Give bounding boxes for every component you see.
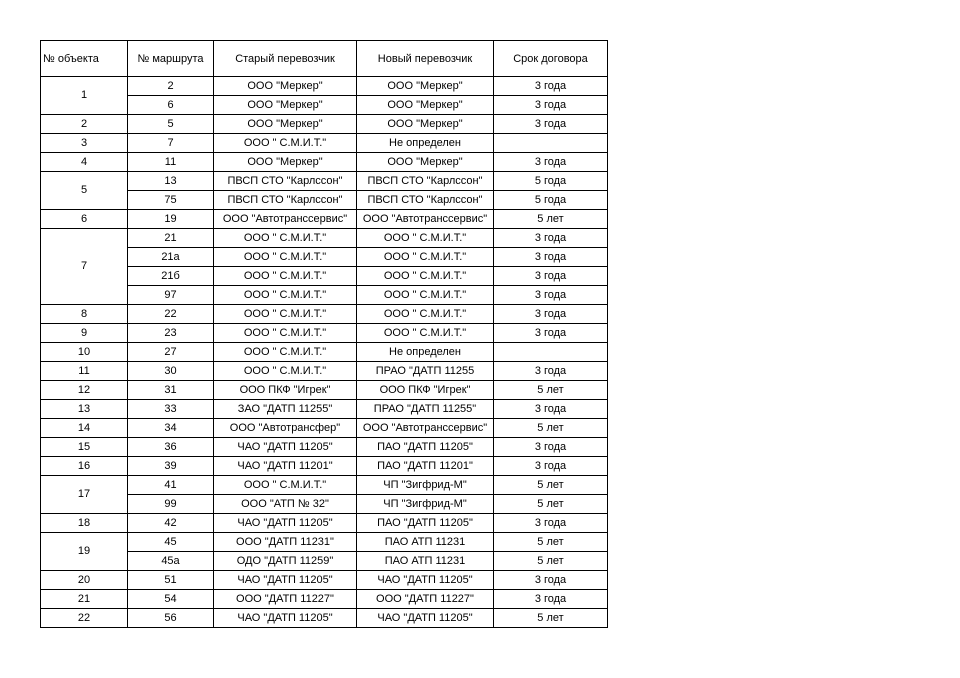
route-number-cell: 41 <box>128 476 214 495</box>
object-number-cell: 1 <box>41 77 128 115</box>
route-number-cell: 33 <box>128 400 214 419</box>
contract-term-cell <box>494 134 608 153</box>
new-carrier-cell: ЧАО "ДАТП 11205" <box>357 609 494 628</box>
new-carrier-cell: ООО "Меркер" <box>357 153 494 172</box>
table-row <box>41 362 608 381</box>
route-number-cell: 75 <box>128 191 214 210</box>
object-number-cell: 14 <box>41 419 128 438</box>
new-carrier-cell: ООО "Автотранссервис" <box>357 419 494 438</box>
table-row <box>41 514 608 533</box>
route-number-cell: 99 <box>128 495 214 514</box>
contract-term-cell: 5 лет <box>494 476 608 495</box>
object-number-cell: 16 <box>41 457 128 476</box>
route-number-cell: 21а <box>128 248 214 267</box>
old-carrier-cell: ООО " С.М.И.Т." <box>214 267 357 286</box>
old-carrier-cell: ОДО "ДАТП 11259" <box>214 552 357 571</box>
contract-term-cell: 3 года <box>494 248 608 267</box>
route-number-cell: 22 <box>128 305 214 324</box>
table-row <box>41 419 608 438</box>
table-row <box>41 457 608 476</box>
old-carrier-cell: ООО "Меркер" <box>214 77 357 96</box>
contract-term-cell: 3 года <box>494 229 608 248</box>
route-number-cell: 97 <box>128 286 214 305</box>
old-carrier-cell: ООО " С.М.И.Т." <box>214 305 357 324</box>
object-number-cell: 18 <box>41 514 128 533</box>
table-row <box>41 476 608 495</box>
table-row <box>41 153 608 172</box>
new-carrier-cell: ПАО "ДАТП 11205" <box>357 438 494 457</box>
route-number-cell: 2 <box>128 77 214 96</box>
route-number-cell: 13 <box>128 172 214 191</box>
old-carrier-cell: ООО " С.М.И.Т." <box>214 324 357 343</box>
table-row <box>41 533 608 552</box>
contract-term-cell <box>494 343 608 362</box>
table-row <box>41 400 608 419</box>
old-carrier-cell: ООО "Меркер" <box>214 153 357 172</box>
header-object-number: № объекта <box>41 41 128 77</box>
old-carrier-cell: ООО " С.М.И.Т." <box>214 286 357 305</box>
contract-term-cell: 3 года <box>494 77 608 96</box>
old-carrier-cell: ООО "АТП № 32" <box>214 495 357 514</box>
contract-term-cell: 3 года <box>494 590 608 609</box>
new-carrier-cell: ООО " С.М.И.Т." <box>357 229 494 248</box>
old-carrier-cell: ООО " С.М.И.Т." <box>214 134 357 153</box>
contract-term-cell: 5 лет <box>494 552 608 571</box>
old-carrier-cell: ООО " С.М.И.Т." <box>214 248 357 267</box>
route-number-cell: 21 <box>128 229 214 248</box>
table-row <box>41 324 608 343</box>
object-number-cell: 22 <box>41 609 128 628</box>
contract-term-cell: 5 года <box>494 172 608 191</box>
old-carrier-cell: ООО " С.М.И.Т." <box>214 476 357 495</box>
contract-term-cell: 3 года <box>494 362 608 381</box>
object-number-cell: 17 <box>41 476 128 514</box>
old-carrier-cell: ЧАО "ДАТП 11205" <box>214 514 357 533</box>
old-carrier-cell: ЗАО "ДАТП 11255" <box>214 400 357 419</box>
new-carrier-cell: Не определен <box>357 343 494 362</box>
new-carrier-cell: ПВСП СТО "Карлссон" <box>357 172 494 191</box>
new-carrier-cell: ООО "Меркер" <box>357 115 494 134</box>
header-contract-term: Срок договора <box>494 41 608 77</box>
header-route-number: № маршрута <box>128 41 214 77</box>
table-row <box>41 229 608 248</box>
new-carrier-cell: ООО "ДАТП 11227" <box>357 590 494 609</box>
old-carrier-cell: ПВСП СТО "Карлссон" <box>214 172 357 191</box>
object-number-cell: 9 <box>41 324 128 343</box>
contract-term-cell: 3 года <box>494 267 608 286</box>
carriers-table <box>40 40 608 628</box>
new-carrier-cell: ПВСП СТО "Карлссон" <box>357 191 494 210</box>
new-carrier-cell: ПРАО "ДАТП 11255 <box>357 362 494 381</box>
contract-term-cell: 5 лет <box>494 381 608 400</box>
route-number-cell: 6 <box>128 96 214 115</box>
new-carrier-cell: ООО " С.М.И.Т." <box>357 305 494 324</box>
route-number-cell: 30 <box>128 362 214 381</box>
object-number-cell: 10 <box>41 343 128 362</box>
table-row <box>41 381 608 400</box>
table-row <box>41 343 608 362</box>
old-carrier-cell: ЧАО "ДАТП 11205" <box>214 571 357 590</box>
new-carrier-cell: ЧАО "ДАТП 11205" <box>357 571 494 590</box>
contract-term-cell: 3 года <box>494 571 608 590</box>
object-number-cell: 11 <box>41 362 128 381</box>
new-carrier-cell: ООО " С.М.И.Т." <box>357 248 494 267</box>
route-number-cell: 42 <box>128 514 214 533</box>
new-carrier-cell: ПАО "ДАТП 11201" <box>357 457 494 476</box>
object-number-cell: 7 <box>41 229 128 305</box>
table-row <box>41 438 608 457</box>
route-number-cell: 45 <box>128 533 214 552</box>
new-carrier-cell: ООО " С.М.И.Т." <box>357 324 494 343</box>
contract-term-cell: 5 лет <box>494 533 608 552</box>
contract-term-cell: 3 года <box>494 400 608 419</box>
old-carrier-cell: ООО " С.М.И.Т." <box>214 343 357 362</box>
contract-term-cell: 3 года <box>494 96 608 115</box>
object-number-cell: 6 <box>41 210 128 229</box>
old-carrier-cell: ЧАО "ДАТП 11205" <box>214 438 357 457</box>
contract-term-cell: 3 года <box>494 324 608 343</box>
contract-term-cell: 3 года <box>494 514 608 533</box>
new-carrier-cell: ООО " С.М.И.Т." <box>357 267 494 286</box>
table-row <box>41 172 608 191</box>
old-carrier-cell: ЧАО "ДАТП 11205" <box>214 609 357 628</box>
route-number-cell: 56 <box>128 609 214 628</box>
old-carrier-cell: ООО ПКФ "Игрек" <box>214 381 357 400</box>
old-carrier-cell: ООО "ДАТП 11231" <box>214 533 357 552</box>
contract-term-cell: 3 года <box>494 438 608 457</box>
new-carrier-cell: ООО " С.М.И.Т." <box>357 286 494 305</box>
route-number-cell: 51 <box>128 571 214 590</box>
route-number-cell: 23 <box>128 324 214 343</box>
table-row <box>41 609 608 628</box>
table-row <box>41 305 608 324</box>
contract-term-cell: 5 лет <box>494 210 608 229</box>
object-number-cell: 15 <box>41 438 128 457</box>
route-number-cell: 36 <box>128 438 214 457</box>
object-number-cell: 13 <box>41 400 128 419</box>
object-number-cell: 2 <box>41 115 128 134</box>
table-row <box>41 571 608 590</box>
contract-term-cell: 5 лет <box>494 609 608 628</box>
header-old-carrier: Старый перевозчик <box>214 41 357 77</box>
table-row <box>41 115 608 134</box>
table-row <box>41 77 608 96</box>
object-number-cell: 12 <box>41 381 128 400</box>
new-carrier-cell: ООО "Меркер" <box>357 77 494 96</box>
object-number-cell: 20 <box>41 571 128 590</box>
route-number-cell: 54 <box>128 590 214 609</box>
header-row <box>41 41 608 77</box>
old-carrier-cell: ООО "Автотранссервис" <box>214 210 357 229</box>
route-number-cell: 11 <box>128 153 214 172</box>
new-carrier-cell: ООО "Меркер" <box>357 96 494 115</box>
contract-term-cell: 5 лет <box>494 419 608 438</box>
table-body <box>41 77 608 628</box>
new-carrier-cell: ЧП "Зигфрид-М" <box>357 495 494 514</box>
contract-term-cell: 3 года <box>494 305 608 324</box>
old-carrier-cell: ООО "ДАТП 11227" <box>214 590 357 609</box>
route-number-cell: 27 <box>128 343 214 362</box>
table-header <box>41 41 608 77</box>
route-number-cell: 19 <box>128 210 214 229</box>
contract-term-cell: 3 года <box>494 153 608 172</box>
contract-term-cell: 3 года <box>494 115 608 134</box>
route-number-cell: 5 <box>128 115 214 134</box>
object-number-cell: 8 <box>41 305 128 324</box>
contract-term-cell: 3 года <box>494 457 608 476</box>
new-carrier-cell: Не определен <box>357 134 494 153</box>
route-number-cell: 39 <box>128 457 214 476</box>
old-carrier-cell: ООО "Меркер" <box>214 96 357 115</box>
old-carrier-cell: ООО " С.М.И.Т." <box>214 229 357 248</box>
old-carrier-cell: ООО " С.М.И.Т." <box>214 362 357 381</box>
new-carrier-cell: ПАО АТП 11231 <box>357 552 494 571</box>
route-number-cell: 34 <box>128 419 214 438</box>
table-row <box>41 210 608 229</box>
route-number-cell: 21б <box>128 267 214 286</box>
old-carrier-cell: ООО "Автотрансфер" <box>214 419 357 438</box>
object-number-cell: 4 <box>41 153 128 172</box>
old-carrier-cell: ЧАО "ДАТП 11201" <box>214 457 357 476</box>
object-number-cell: 5 <box>41 172 128 210</box>
old-carrier-cell: ООО "Меркер" <box>214 115 357 134</box>
old-carrier-cell: ПВСП СТО "Карлссон" <box>214 191 357 210</box>
object-number-cell: 3 <box>41 134 128 153</box>
new-carrier-cell: ПРАО "ДАТП 11255" <box>357 400 494 419</box>
table-row <box>41 590 608 609</box>
header-new-carrier: Новый перевозчик <box>357 41 494 77</box>
contract-term-cell: 5 года <box>494 191 608 210</box>
new-carrier-cell: ПАО "ДАТП 11205" <box>357 514 494 533</box>
table-row <box>41 134 608 153</box>
contract-term-cell: 3 года <box>494 286 608 305</box>
new-carrier-cell: ЧП "Зигфрид-М" <box>357 476 494 495</box>
contract-term-cell: 5 лет <box>494 495 608 514</box>
object-number-cell: 21 <box>41 590 128 609</box>
new-carrier-cell: ООО "Автотранссервис" <box>357 210 494 229</box>
object-number-cell: 19 <box>41 533 128 571</box>
route-number-cell: 7 <box>128 134 214 153</box>
new-carrier-cell: ПАО АТП 11231 <box>357 533 494 552</box>
new-carrier-cell: ООО ПКФ "Игрек" <box>357 381 494 400</box>
route-number-cell: 31 <box>128 381 214 400</box>
route-number-cell: 45а <box>128 552 214 571</box>
